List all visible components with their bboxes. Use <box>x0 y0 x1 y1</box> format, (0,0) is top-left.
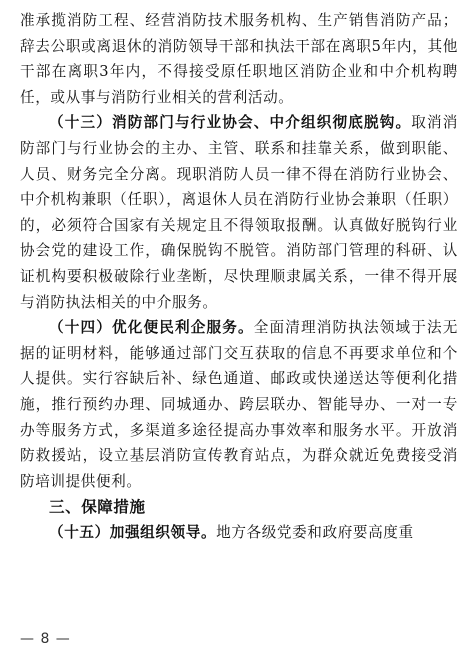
page-number: — 8 — <box>20 631 71 647</box>
paragraph-continuation: 准承揽消防工程、经营消防技术服务机构、生产销售消防产品；辞去公职或离退休的消防领导干部和执法干部在离职5年内，其他干部在离职3年内，不得接受原任职地区消防企业和中介机构聘任，或从事与消防行业相关的营利活动。 <box>20 12 458 106</box>
item-13-body: 取消消防部门与行业协会的主办、主管、联系和挂靠关系，做到职能、人员、财务完全分离。现职消防人员一律不得在消防行业协会、中介机构兼职（任职），离退休人员在消防行业协会兼职（任职）的，必须符合国家有关规定且不得领取报酬。认真做好脱钩行业协会党的建设工作，确保脱钩不脱管。消防部门管理的科研、认证机构要积极破除行业垄断，尽快理顺隶属关系，一律不得开展与消防执法相关的中介服务。 <box>20 114 458 311</box>
paragraph-item-14 <box>20 315 458 494</box>
item-14-body: 全面清理消防执法领域于法无据的证明材料，能够通过部门交互获取的信息不再要求单位和个人提供。实行容缺后补、绿色通道、邮政或快递送达等便利化措施，推行预约办理、同城通办、跨层联办、智能导办、一对一专办等服务方式，多渠道多途径提高办事效率和服务水平。开放消防救援站，设立基层消防宣传教育站点，为群众就近免费接受消防培训提供便利。 <box>20 319 458 490</box>
paragraph-item-15 <box>20 520 458 546</box>
document-page <box>20 8 458 545</box>
item-15-title: （十五）加强组织领导。 <box>49 523 217 541</box>
item-14-title: （十四）优化便民利企服务。 <box>49 319 254 337</box>
section-heading-safeguards: 三、保障措施 <box>49 497 146 517</box>
item-15-body: 地方各级党委和政府要高度重 <box>216 523 414 541</box>
paragraph-item-13 <box>20 110 458 315</box>
item-13-title: （十三）消防部门与行业协会、中介组织彻底脱钩。 <box>49 114 412 132</box>
